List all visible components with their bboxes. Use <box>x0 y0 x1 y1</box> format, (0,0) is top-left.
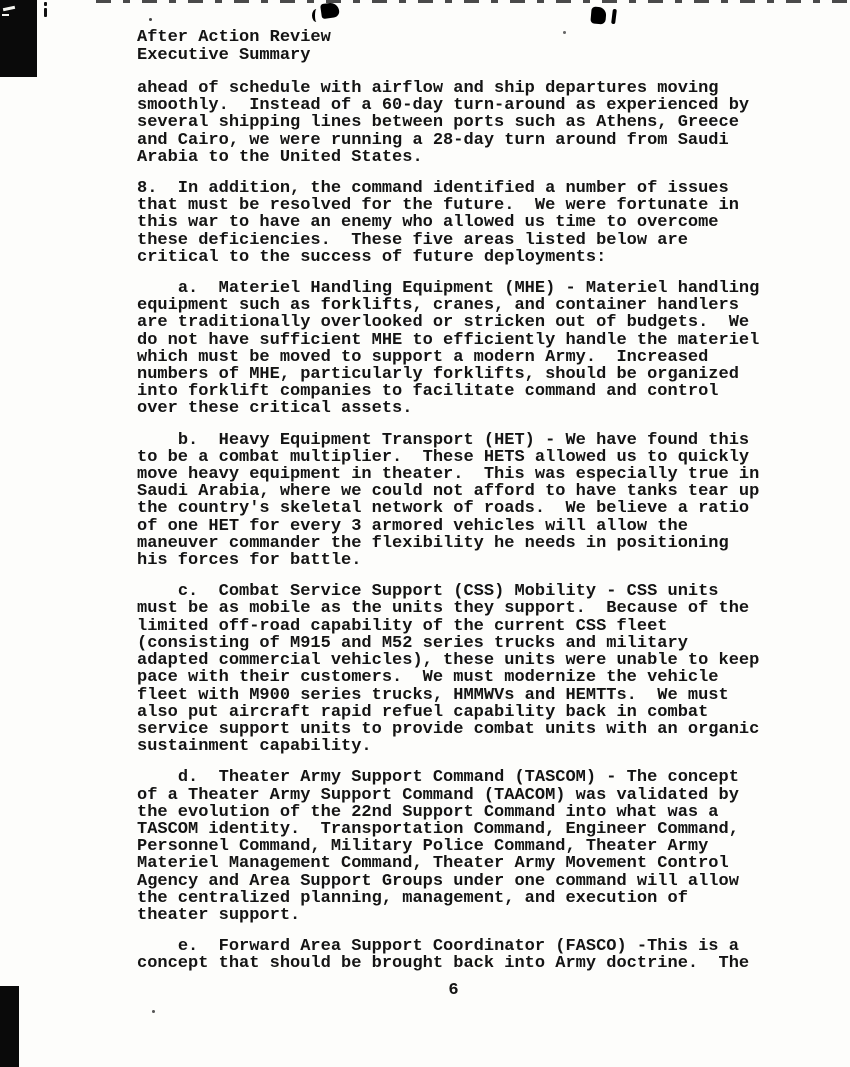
page-number: 6 <box>448 981 459 1000</box>
paragraph-subitem-d: d. Theater Army Support Command (TASCOM) - The concept of a Theater Army Support Command (TAACOM) was validated by the evolution of the 22nd Support Command into what was a TASCOM identity. Transportation Command, Engineer Command, Personnel Command, Military Police Command, Theater Army Materiel Management Command, Theater Army Movement Control Agency and Area Support Groups under one command will allow the centralized planning, management, and execution of theater support. <box>137 768 739 925</box>
scan-artifact-ink-mark <box>44 2 47 17</box>
document-header <box>137 29 782 65</box>
scan-artifact-ink-curve <box>312 9 321 22</box>
header-title: After Action Review <box>137 28 331 47</box>
paragraph-subitem-c: c. Combat Service Support (CSS) Mobility - CSS units must be as mobile as the units they support. Because of the limited off-road capability of the current CSS fleet (consisting of M915 and M52 series trucks and military adapted commercial vehicles), these units were unable to keep pace with their customers. We must modernize the vehicle fleet with M900 series trucks, HMMWVs and HEMTTs. We must also put aircraft rapid refuel capability back in combat service support units to provide combat units with an organic sustainment capability. <box>137 582 760 757</box>
paragraph-subitem-a: a. Materiel Handling Equipment (MHE) - Materiel handling equipment such as forklifts, cranes, and container handlers are traditionally overlooked or stricken out of budgets. We do not have sufficient MHE to efficiently handle the materiel which must be moved to support a modern Army. Increased numbers of MHE, particularly forklifts, should be organized into forklift companies to facilitate command and control over these critical assets. <box>137 279 760 419</box>
document-body <box>137 80 782 973</box>
document-content <box>137 29 782 987</box>
scan-artifact-top-left-bar <box>0 0 37 77</box>
paragraph-item-8: 8. In addition, the command identified a number of issues that must be resolved for the future. We were fortunate in this war to have an enemy who allowed us time to overcome these deficiencies. These five areas listed below are critical to the success of future deployments: <box>137 179 739 267</box>
scan-artifact-ink-blob-right <box>590 6 606 24</box>
paragraph-intro: ahead of schedule with airflow and ship departures moving smoothly. Instead of a 60-day turn-around as experienced by several shipping lines between ports such as Athens, Greece and Cairo, we were running a 28-day turn around from Saudi Arabia to the United States. <box>137 79 750 167</box>
header-subtitle: Executive Summary <box>137 46 311 65</box>
paragraph-subitem-b: b. Heavy Equipment Transport (HET) - We have found this to be a combat multiplier. These HETS allowed us to quickly move heavy equipment in theater. This was especially true in Saudi Arabia, where we could not afford to have tanks tear up the country's skeletal network of roads. We believe a ratio of one HET for every 3 armored vehicles will allow the maneuver commander the flexibility he needs in positioning his forces for battle. <box>137 430 760 571</box>
scan-artifact-bottom-left-bar <box>0 986 19 1067</box>
scan-speck <box>3 6 15 11</box>
paragraph-subitem-e: e. Forward Area Support Coordinator (FASCO) -This is a concept that should be brought back into Army doctrine. The <box>137 937 750 974</box>
scan-speck <box>2 14 9 16</box>
scan-artifact-ink-blob-left <box>320 2 340 19</box>
scan-speck <box>44 8 47 17</box>
scan-artifact-ink-bar <box>611 9 617 24</box>
scan-artifact-top-dashed-line <box>96 0 850 3</box>
scan-speck <box>149 18 152 21</box>
scan-speck <box>44 2 47 6</box>
scan-speck <box>152 1010 155 1013</box>
